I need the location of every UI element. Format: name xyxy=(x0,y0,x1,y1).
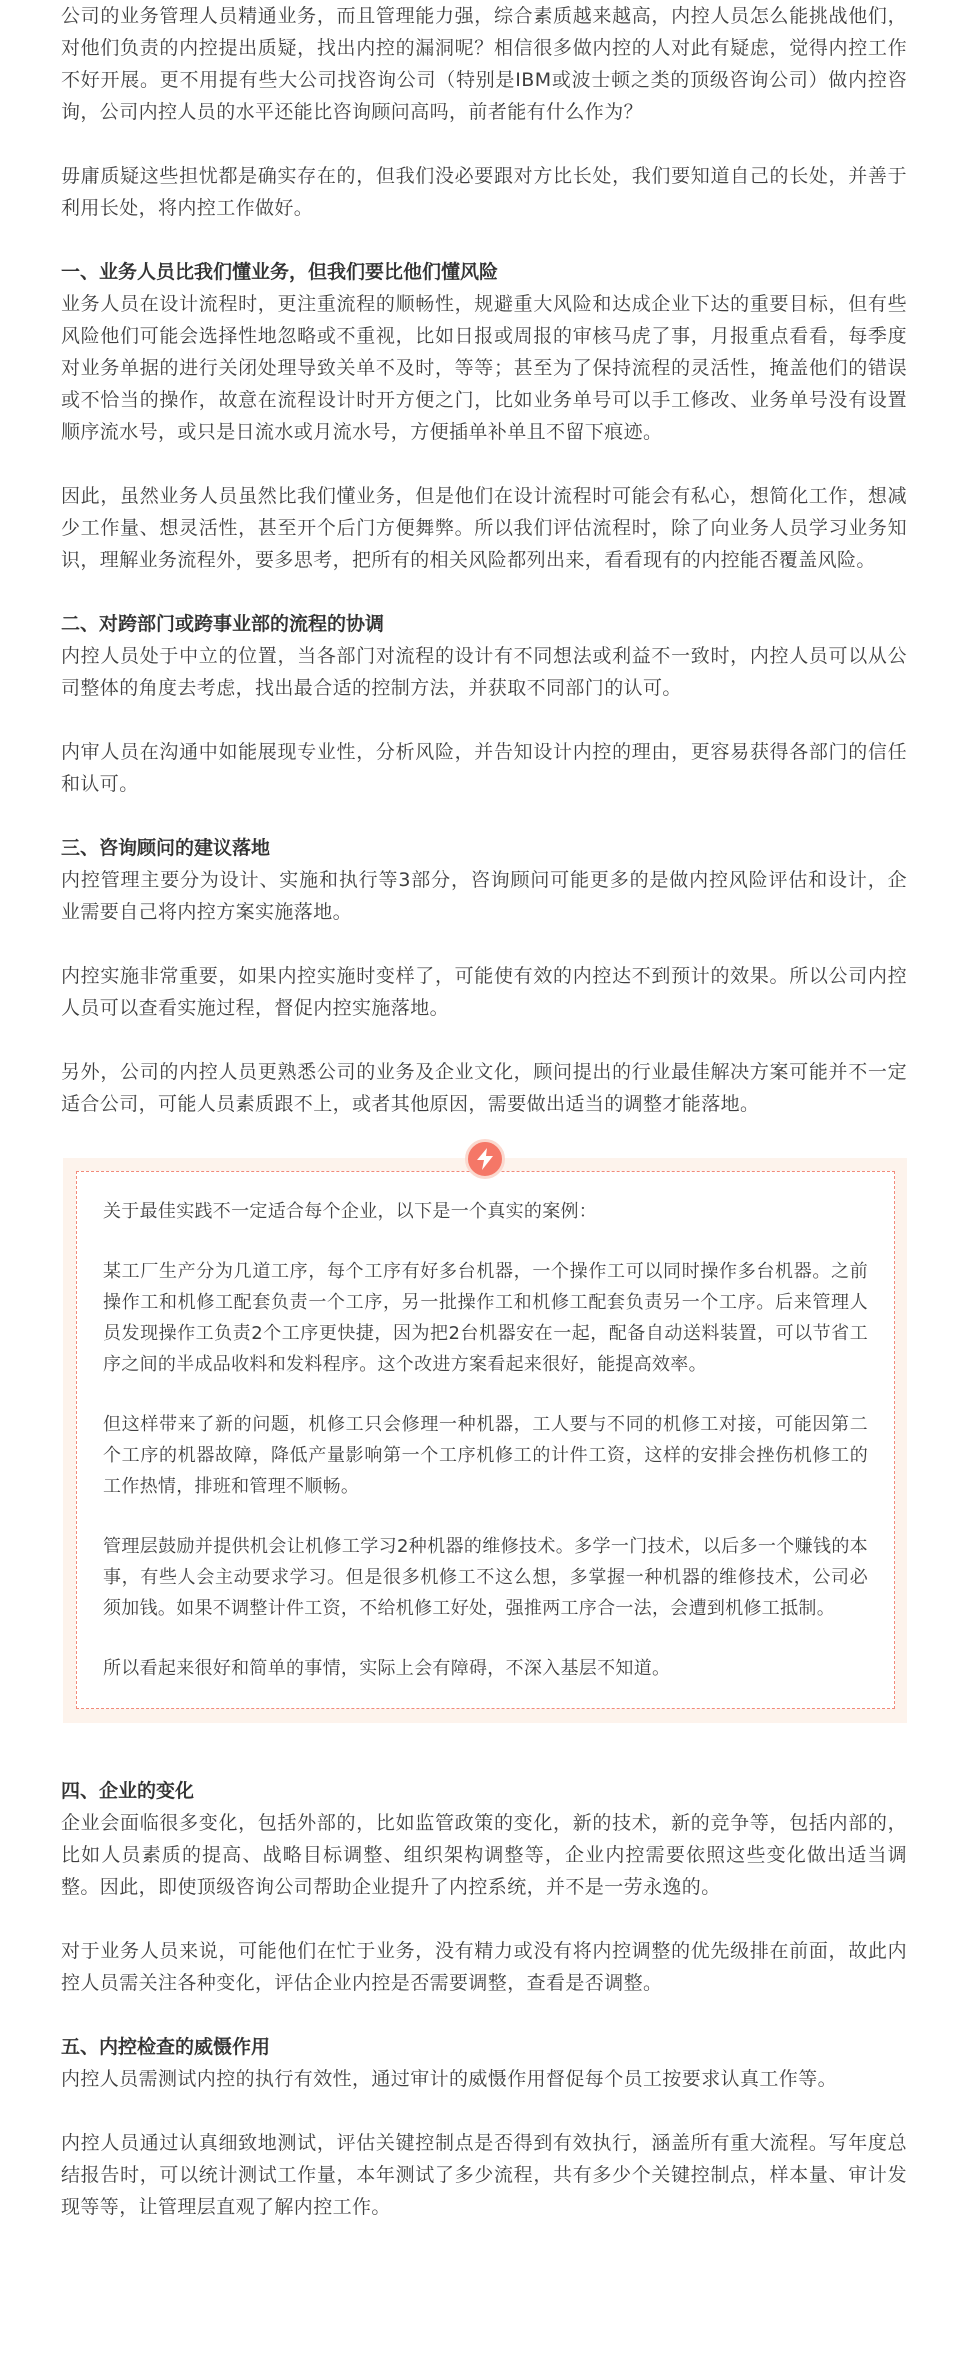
section-5-paragraph-2: 内控人员通过认真细致地测试，评估关键控制点是否得到有效执行，涵盖所有重大流程。写年度总结报告时，可以统计测试工作量，本年测试了多少流程，共有多少个关键控制点，样本量、审计发现等等，让管理层直观了解内控工作。 xyxy=(61,2132,907,2218)
section-5-heading: 五、内控检查的威慑作用 xyxy=(61,2036,271,2058)
section-1-paragraph-2: 因此，虽然业务人员虽然比我们懂业务，但是他们在设计流程时可能会有私心，想简化工作，想减少工作量、想灵活性，甚至开个后门方便舞弊。所以我们评估流程时，除了向业务人员学习业务知识，理解业务流程外，要多思考，把所有的相关风险都列出来，看看现有的内控能否覆盖风险。 xyxy=(61,485,907,571)
case-study-intro: 关于最佳实践不一定适合每个企业，以下是一个真实的案例： xyxy=(103,1201,598,1222)
case-study-paragraph-1: 某工厂生产分为几道工序，每个工序有好多台机器，一个操作工可以同时操作多台机器。之前操作工和机修工配套负责一个工序，另一批操作工和机修工配套负责另一个工序。后来管理人员发现操作工负责2个工序更快捷，因为把2台机器安在一起，配备自动送料装置，可以节省工序之间的半成品收料和发料程序。这个改进方案看起来很好，能提高效率。 xyxy=(103,1261,868,1375)
case-study-paragraph-2: 但这样带来了新的问题，机修工只会修理一种机器，工人要与不同的机修工对接，可能因第二个工序的机器故障，降低产量影响第一个工序机修工的计件工资，这样的安排会挫伤机修工的工作热情，排班和管理不顺畅。 xyxy=(103,1414,868,1497)
case-study-conclusion: 所以看起来很好和简单的事情，实际上会有障碍，不深入基层不知道。 xyxy=(103,1658,671,1679)
section-3-heading: 三、咨询顾问的建议落地 xyxy=(61,837,271,859)
section-2-paragraph-1: 内控人员处于中立的位置，当各部门对流程的设计有不同想法或利益不一致时，内控人员可以从公司整体的角度去考虑，找出最合适的控制方法，并获取不同部门的认可。 xyxy=(61,645,907,699)
section-2-heading: 二、对跨部门或跨事业部的流程的协调 xyxy=(61,613,385,635)
article-body xyxy=(61,0,907,2223)
section-4-heading: 四、企业的变化 xyxy=(61,1780,195,1802)
case-study-paragraph-3: 管理层鼓励并提供机会让机修工学习2种机器的维修技术。多学一门技术，以后多一个赚钱的本事，有些人会主动要求学习。但是很多机修工不这么想，多掌握一种机器的维修技术，公司必须加钱。如果不调整计件工资，不给机修工好处，强推两工序合一法，会遭到机修工抵制。 xyxy=(103,1536,868,1619)
lightning-bolt-glyph xyxy=(475,1148,495,1170)
section-3-paragraph-1: 内控管理主要分为设计、实施和执行等3部分，咨询顾问可能更多的是做内控风险评估和设计，企业需要自己将内控方案实施落地。 xyxy=(61,869,907,923)
intro-paragraph-1: 公司的业务管理人员精通业务，而且管理能力强，综合素质越来越高，内控人员怎么能挑战他们，对他们负责的内控提出质疑，找出内控的漏洞呢？相信很多做内控的人对此有疑虑，觉得内控工作不好开展。更不用提有些大公司找咨询公司（特别是IBM或波士顿之类的顶级咨询公司）做内控咨询，公司内控人员的水平还能比咨询顾问高吗，前者能有什么作为？ xyxy=(61,5,907,123)
section-1-heading: 一、业务人员比我们懂业务，但我们要比他们懂风险 xyxy=(61,261,499,283)
section-3-paragraph-2: 内控实施非常重要，如果内控实施时变样了，可能使有效的内控达不到预计的效果。所以公司内控人员可以查看实施过程，督促内控实施落地。 xyxy=(61,965,907,1019)
section-4-paragraph-1: 企业会面临很多变化，包括外部的，比如监管政策的变化，新的技术，新的竞争等，包括内部的，比如人员素质的提高、战略目标调整、组织架构调整等，企业内控需要依照这些变化做出适当调整。因此，即使顶级咨询公司帮助企业提升了内控系统，并不是一劳永逸的。 xyxy=(61,1812,907,1898)
after-callout-content xyxy=(61,1775,907,2223)
case-study-box xyxy=(76,1171,895,1709)
section-5-paragraph-1: 内控人员需测试内控的执行有效性，通过审计的威慑作用督促每个员工按要求认真工作等。 xyxy=(61,2068,838,2090)
case-study-callout xyxy=(63,1158,907,1723)
section-3-paragraph-3: 另外，公司的内控人员更熟悉公司的业务及企业文化，顾问提出的行业最佳解决方案可能并不一定适合公司，可能人员素质跟不上，或者其他原因，需要做出适当的调整才能落地。 xyxy=(61,1061,907,1115)
section-4-paragraph-2: 对于业务人员来说，可能他们在忙于业务，没有精力或没有将内控调整的优先级排在前面，故此内控人员需关注各种变化，评估企业内控是否需要调整，查看是否调整。 xyxy=(61,1940,907,1994)
section-1-paragraph-1: 业务人员在设计流程时，更注重流程的顺畅性，规避重大风险和达成企业下达的重要目标，但有些风险他们可能会选择性地忽略或不重视，比如日报或周报的审核马虎了事，月报重点看看，每季度对业务单据的进行关闭处理导致关单不及时，等等；甚至为了保持流程的灵活性，掩盖他们的错误或不恰当的操作，故意在流程设计时开方便之门，比如业务单号可以手工修改、业务单号没有设置顺序流水号，或只是日流水或月流水号，方便插单补单且不留下痕迹。 xyxy=(61,293,907,443)
lightning-bolt-icon xyxy=(465,1139,505,1179)
section-2-paragraph-2: 内审人员在沟通中如能展现专业性，分析风险，并告知设计内控的理由，更容易获得各部门的信任和认可。 xyxy=(61,741,907,795)
intro-paragraph-2: 毋庸质疑这些担忧都是确实存在的，但我们没必要跟对方比长处，我们要知道自己的长处，并善于利用长处，将内控工作做好。 xyxy=(61,165,907,219)
